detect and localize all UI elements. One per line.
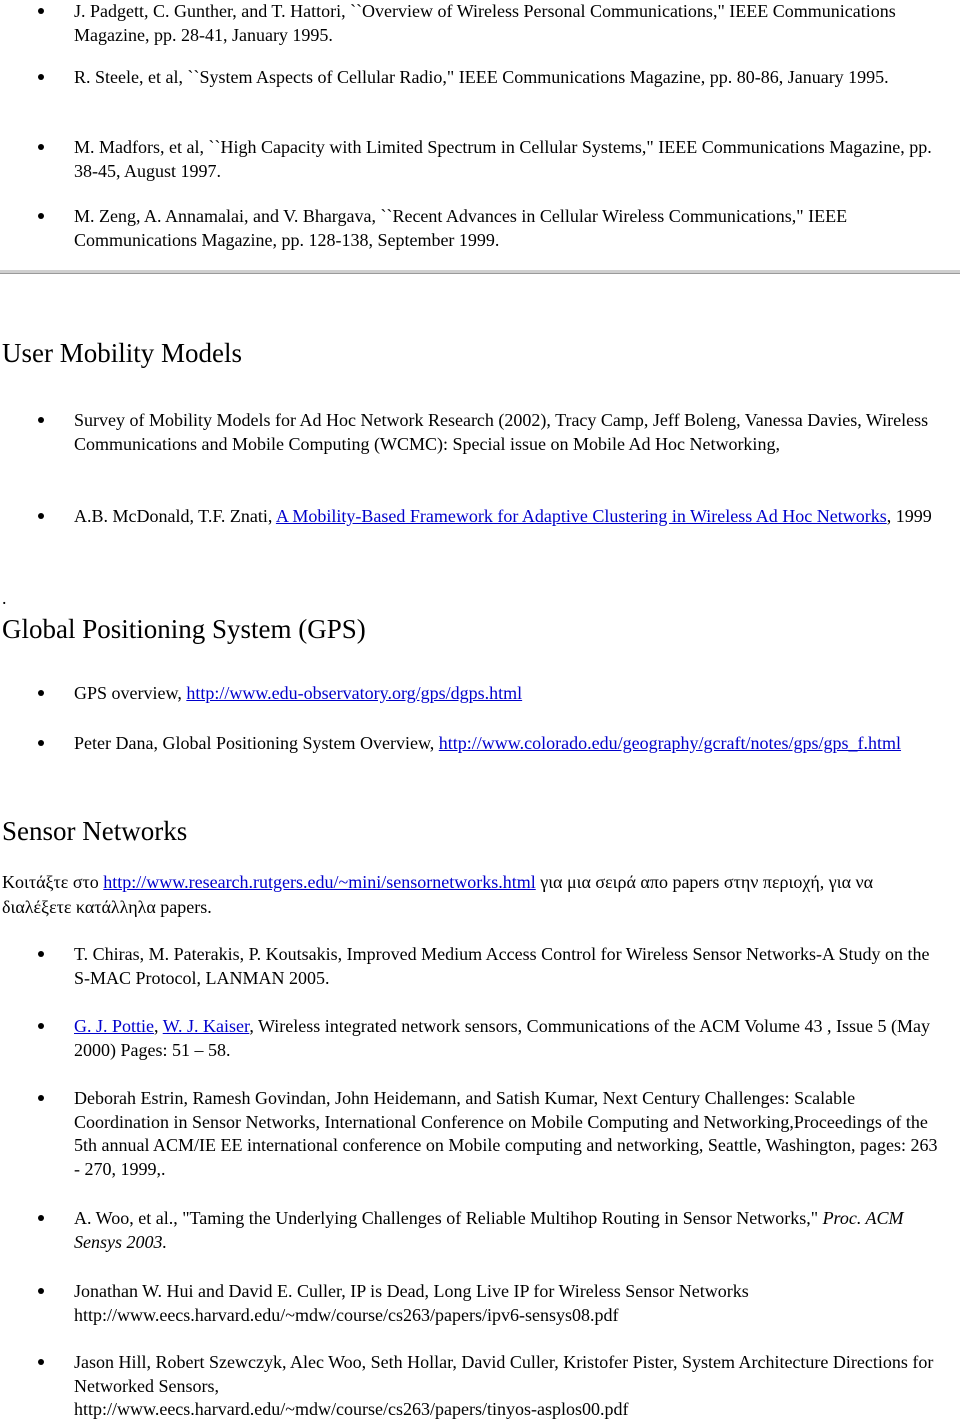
hill-url: http://www.eecs.harvard.edu/~mdw/course/cs263/papers/tinyos-asplos00.pdf xyxy=(74,1399,629,1419)
reference-item: J. Padgett, C. Gunther, and T. Hattori, ``Overview of Wireless Personal Communications," IEEE Communications Magazine, pp. 28-41, January 1995. xyxy=(74,0,942,47)
reference-item: M. Zeng, A. Annamalai, and V. Bhargava, ``Recent Advances in Cellular Wireless Communications," IEEE Communications Magazine, pp. 128-138, September 1999. xyxy=(74,205,942,252)
gps-overview-text: GPS overview, xyxy=(74,683,187,703)
reference-item: R. Steele, et al, ``System Aspects of Cellular Radio," IEEE Communications Magazine, pp. 80-86, January 1995. xyxy=(74,66,942,90)
horizontal-rule xyxy=(0,270,960,274)
hill-item xyxy=(74,1351,942,1422)
separator: , xyxy=(154,1016,163,1036)
sensor-heading: Sensor Networks xyxy=(2,816,188,846)
hui-url: http://www.eecs.harvard.edu/~mdw/course/cs263/papers/ipv6-sensys08.pdf xyxy=(74,1304,619,1325)
clustering-paper-link[interactable]: A Mobility-Based Framework for Adaptive Clustering in Wireless Ad Hoc Networks xyxy=(275,506,887,526)
gps-dana-item xyxy=(74,732,942,756)
kaiser-link[interactable]: W. J. Kaiser xyxy=(162,1016,250,1036)
year-text: , 1999 xyxy=(886,506,932,526)
woo-venue: Proc. ACM Sensys 2003. xyxy=(74,1208,904,1252)
gps-dana-text: Peter Dana, Global Positioning System Overview, xyxy=(74,733,439,753)
gps-heading: Global Positioning System (GPS) xyxy=(2,614,366,644)
stray-period: . xyxy=(2,588,7,608)
hui-item xyxy=(74,1280,942,1327)
pottie-link[interactable]: G. J. Pottie xyxy=(74,1016,155,1036)
chiras-item: T. Chiras, M. Paterakis, P. Koutsakis, Improved Medium Access Control for Wireless Sensor Networks-A Study on the S-MAC Protocol, LANMAN 2005. xyxy=(74,943,942,990)
mobility-mcdonald-item xyxy=(74,505,942,529)
sensor-intro xyxy=(2,870,942,920)
woo-item xyxy=(74,1207,942,1254)
woo-text: A. Woo, et al., "Taming the Underlying Challenges of Reliable Multihop Routing in Sensor Networks," xyxy=(74,1208,823,1228)
gps-overview-item xyxy=(74,682,942,706)
gps-overview-link[interactable]: http://www.edu-observatory.org/gps/dgps.html xyxy=(186,683,523,703)
hui-text: Jonathan W. Hui and David E. Culler, IP is Dead, Long Live IP for Wireless Sensor Networks xyxy=(74,1281,749,1301)
reference-item: M. Madfors, et al, ``High Capacity with Limited Spectrum in Cellular Systems," IEEE Communications Magazine, pp. 38-45, August 1997. xyxy=(74,136,942,183)
estrin-item: Deborah Estrin, Ramesh Govindan, John Heidemann, and Satish Kumar, Next Century Challenges: Scalable Coordination in Sensor Networks, International Conference on Mobile Computing and Networking,Proceedings of the 5th annual ACM/IE EE international conference on Mobile computing and networking, Seattle, Washington, pages: 263 - 270, 1999,. xyxy=(74,1087,942,1181)
hill-text: Jason Hill, Robert Szewczyk, Alec Woo, Seth Hollar, David Culler, Kristofer Pister, System Architecture Directions for Networked Sensors, xyxy=(74,1352,934,1396)
pottie-rest: , Wireless integrated network sensors, Communications of the ACM Volume 43 , Issue 5 (May 2000) Pages: 51 – 58. xyxy=(74,1016,931,1060)
gps-dana-link[interactable]: http://www.colorado.edu/geography/gcraft/notes/gps/gps_f.html xyxy=(438,733,902,753)
pottie-item xyxy=(74,1015,942,1062)
mobility-heading: User Mobility Models xyxy=(2,338,242,368)
author-text: A.B. McDonald, T.F. Znati, xyxy=(74,506,276,526)
sensor-intro-rest: για μια σειρά απο papers στην περιοχή, για να διαλέξετε κατάλληλα papers. xyxy=(2,872,874,917)
sensor-intro-text: Κοιτάξτε στο xyxy=(2,872,104,892)
mobility-survey-item: Survey of Mobility Models for Ad Hoc Network Research (2002), Tracy Camp, Jeff Boleng, Vanessa Davies, Wireless Communications and Mobile Computing (WCMC): Special issue on Mobile Ad Hoc Networking, xyxy=(74,409,942,456)
rutgers-link[interactable]: http://www.research.rutgers.edu/~mini/sensornetworks.html xyxy=(103,872,536,892)
